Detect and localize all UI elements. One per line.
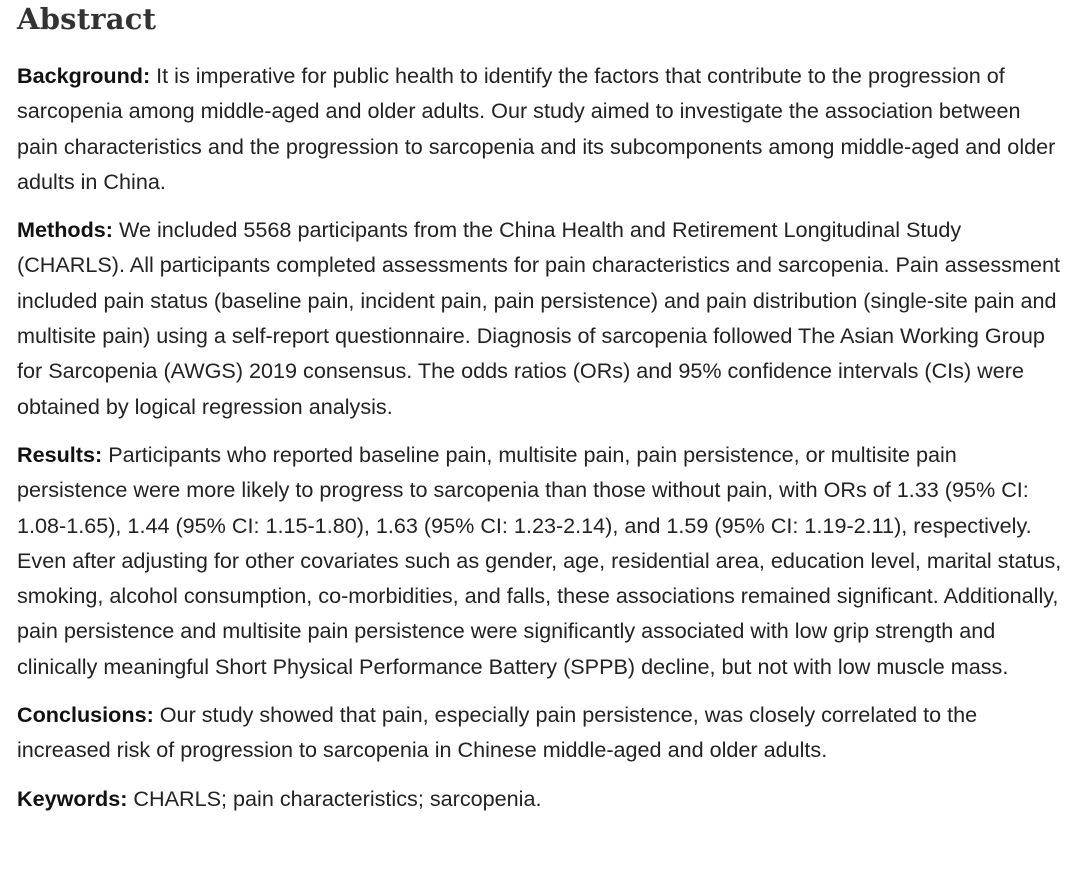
methods-text: We included 5568 participants from the China Health and Retirement Longitudinal Study (CHARLS). All participants completed assessments for pain characteristics and sarcopenia. Pain assessment included pain status (baseline pain, incident pain, pain persistence) and pain distribution (single-site pain and multisite pain) using a self-report questionnaire. Diagnosis of sarcopenia followed The Asian Working Group for Sarcopenia (AWGS) 2019 consensus. The odds ratios (ORs) and 95% confidence intervals (CIs) were obtained by logical regression analysis. bbox=[17, 217, 1060, 419]
methods-paragraph bbox=[17, 212, 1063, 424]
keywords-label: Keywords: bbox=[17, 785, 128, 811]
conclusions-label: Conclusions: bbox=[17, 702, 154, 728]
results-text: Participants who reported baseline pain, multisite pain, pain persistence, or multisite pain persistence were more likely to progress to sarcopenia than those without pain, with ORs of 1.33 (95% CI: 1.08-1.65), 1.44 (95% CI: 1.15-1.80), 1.63 (95% CI: 1.23-2.14), and 1.59 (95% CI: 1.19-2.11), respectively. Even after adjusting for other covariates such as gender, age, residential area, education level, marital status, smoking, alcohol consumption, co-morbidities, and falls, these associations remained significant. Additionally, pain persistence and multisite pain persistence were significantly associated with low grip strength and clinically meaningful Short Physical Performance Battery (SPPB) decline, but not with low muscle mass. bbox=[17, 441, 1062, 679]
background-text: It is imperative for public health to identify the factors that contribute to the progression of sarcopenia among middle-aged and older adults. Our study aimed to investigate the association between pain characteristics and the progression to sarcopenia and its subcomponents among middle-aged and older adults in China. bbox=[17, 63, 1056, 194]
conclusions-text: Our study showed that pain, especially pain persistence, was closely correlated to the increased risk of progression to sarcopenia in Chinese middle-aged and older adults. bbox=[17, 702, 978, 763]
results-paragraph bbox=[17, 437, 1063, 684]
background-label: Background: bbox=[17, 63, 151, 88]
background-paragraph bbox=[17, 58, 1063, 199]
methods-label: Methods: bbox=[17, 217, 113, 243]
keywords-paragraph bbox=[17, 781, 1063, 816]
abstract-heading: Abstract bbox=[17, 2, 157, 36]
conclusions-paragraph bbox=[17, 697, 1063, 768]
results-label: Results: bbox=[17, 441, 103, 467]
keywords-text: CHARLS; pain characteristics; sarcopenia. bbox=[133, 785, 542, 811]
